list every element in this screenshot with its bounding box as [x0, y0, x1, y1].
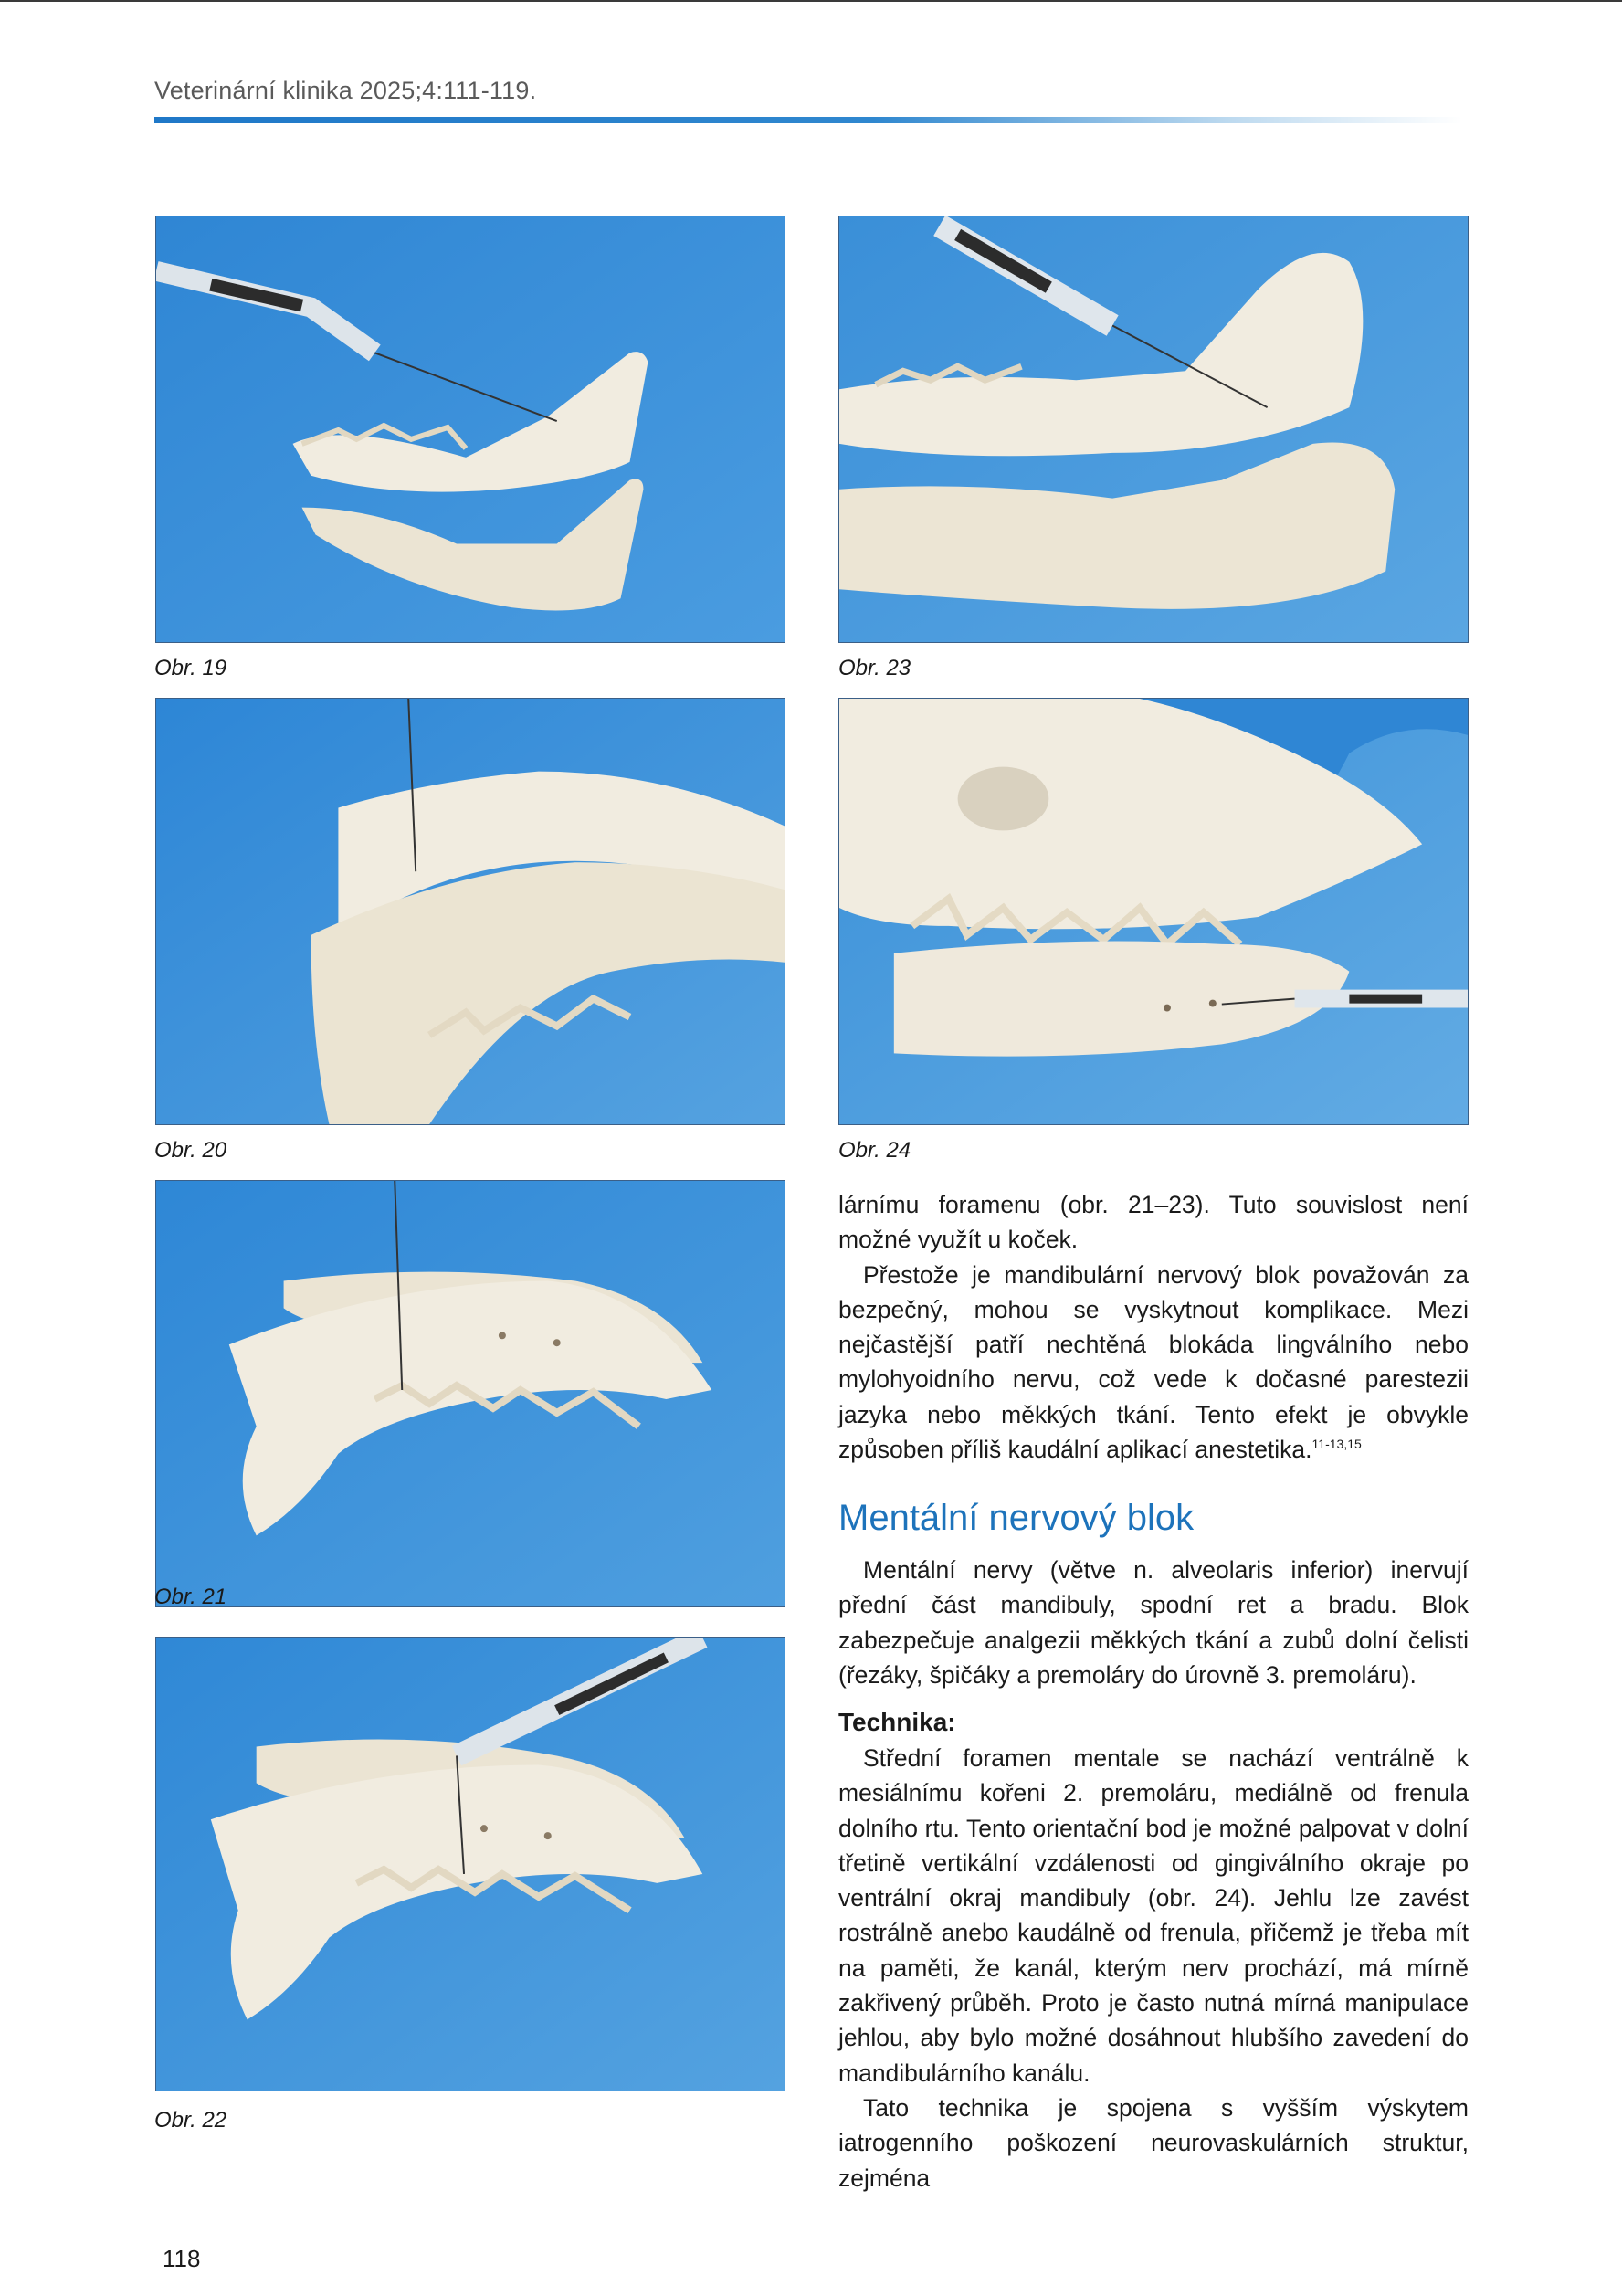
figure-20-photo [155, 698, 785, 1125]
figure-21-caption: Obr. 21 [154, 1585, 227, 1609]
paragraph-2-text: Přestože je mandibulární nervový blok považován za bezpečný, mohou se vyskytnout komplikace. Mezi nejčastější patří nechtěná blokáda lingválního nebo mylohyoidního nervu, což vede k dočasné parestezii jazyka nebo měkkých tkání. Tento efekt je obvykle způsoben příliš kaudální aplikací anestetika. [838, 1260, 1469, 1464]
figure-20-caption: Obr. 20 [154, 1138, 227, 1163]
body-text-section [838, 1553, 1469, 1692]
paragraph-4: Střední foramen mentale se nachází ventrálně k mesiálnímu kořeni 2. premoláru, mediálně od frenula dolního rtu. Tento orientační bod je možné palpovat v dolní třetině vertikální vzdálenosti od gingiválního okraje po ventrální okraj mandibuly (obr. 24). Jehlu lze zavést rostrálně anebo kaudálně od frenula, přičemž je třeba mít na paměti, že kanál, kterým nerv prochází, má mírně zakřivený průběh. Proto je často nutná mírná manipulace jehlou, aby bylo možné dosáhnout hlubšího zavedení do mandibulárního kanálu. [838, 1744, 1469, 2087]
paragraph-2 [838, 1258, 1469, 1468]
figure-21-photo [155, 1180, 785, 1607]
body-text-technique [838, 1741, 1469, 2196]
section-title: Mentální nervový blok [838, 1498, 1195, 1538]
figure-23-caption: Obr. 23 [838, 656, 911, 680]
body-text-upper [838, 1187, 1469, 1467]
figure-22-caption: Obr. 22 [154, 2108, 227, 2133]
figure-23-photo [838, 216, 1469, 643]
paragraph-2-references: 11-13,15 [1311, 1437, 1362, 1452]
figure-19-caption: Obr. 19 [154, 656, 227, 680]
paragraph-3: Mentální nervy (větve n. alveolaris inferior) inervují přední část mandibuly, spodní ret a bradu. Blok zabezpečuje analgezii měkkých tkání a zubů dolní čelisti (řezáky, špičáky a premoláry do úrovně 3. premoláru). [838, 1556, 1469, 1689]
figure-19-photo [155, 216, 785, 643]
page-number: 118 [163, 2245, 201, 2272]
header-rule [154, 117, 1462, 123]
paragraph-1: lárnímu foramenu (obr. 21–23). Tuto souvislost není možné využít u koček. [838, 1191, 1469, 1254]
figure-24-caption: Obr. 24 [838, 1138, 911, 1163]
figure-22-photo [155, 1637, 785, 2091]
top-border [0, 0, 1622, 2]
paragraph-5: Tato technika je spojena s vyšším výskytem iatrogenního poškození neurovaskulárních struktur, zejména [838, 2093, 1469, 2192]
journal-citation: Veterinární klinika 2025;4:111-119. [154, 77, 537, 104]
figure-24-photo [838, 698, 1469, 1125]
subhead-technique: Technika: [838, 1708, 956, 1736]
